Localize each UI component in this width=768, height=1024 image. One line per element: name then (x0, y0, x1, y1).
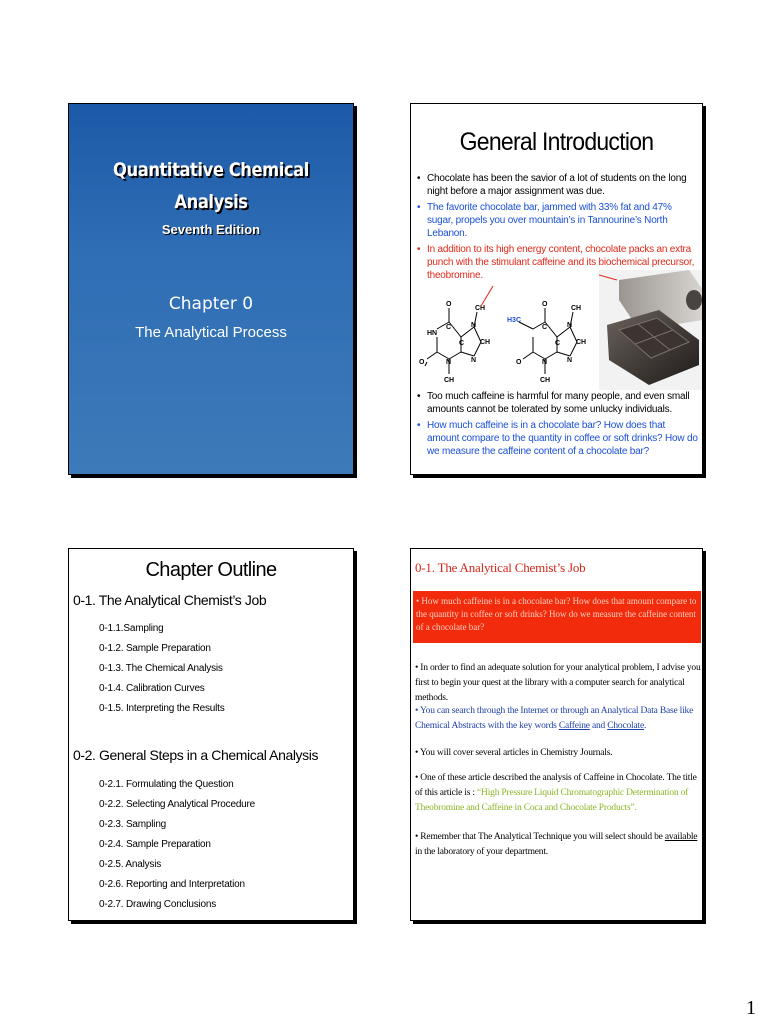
chocolate-image (599, 270, 703, 390)
paragraph-text: • Remember that The Analytical Technique you will select should be (415, 832, 665, 842)
outline-item: 0-1.1.Sampling (99, 623, 164, 634)
atom-label: C (555, 340, 561, 347)
outline-item: 0-1.5. Interpreting the Results (99, 703, 225, 714)
atom-label: CH (576, 339, 587, 346)
outline-item: 0-2.7. Drawing Conclusions (99, 899, 217, 910)
outline-item: 0-2.3. Sampling (99, 819, 167, 830)
bullet-item: • How much caffeine is in a chocolate bar? How does that amount compare to the quantity in coffee or soft drinks? How do we measure the caffeine content of a chocolate bar? (417, 419, 699, 458)
outline-item: 0-1.4. Calibration Curves (99, 683, 205, 694)
atom-label: N (567, 322, 573, 329)
bullet-list-bottom (417, 390, 699, 461)
outline-list (99, 775, 255, 915)
atom-label: CH (444, 377, 455, 384)
slide-heading: 0-1. The Analytical Chemist’s Job (415, 560, 586, 575)
atom-label: C (459, 340, 465, 347)
outline-list (99, 619, 225, 719)
outline-item: 0-2.2. Selecting Analytical Procedure (99, 799, 256, 810)
paragraph (415, 771, 701, 816)
section-heading: 0-2. General Steps in a Chemical Analysis (73, 747, 319, 763)
paragraph: • In order to find an adequate solution for your analytical problem, I advise you first to begin your quest at the library with a computer search for analytical methods. (415, 663, 701, 703)
slide-heading: General Introduction (459, 128, 654, 156)
atom-label: H3C (507, 317, 522, 324)
slide-title (68, 103, 354, 475)
bullet-item: • Chocolate has been the savior of a lot of students on the long night before a major assignment was due. (417, 172, 699, 198)
bullet-item: • Too much caffeine is harmful for many people, and even small amounts cannot be tolerated by some unlucky individuals. (417, 390, 699, 416)
paragraph-text: in the laboratory of your department. (415, 847, 548, 857)
bullet-item: • In addition to its high energy content, chocolate packs an extra punch with the stimulant caffeine and its biochemical precursor, theobromine. (417, 243, 699, 282)
atom-label: C (446, 324, 452, 331)
article-title: “High Pressure Liquid Chromatographic Determination of Theobromine and Caffeine in Coca and Chocolate Products”. (415, 788, 689, 813)
page-number: 1 (746, 997, 756, 1019)
chapter-number: Chapter 0 (168, 294, 254, 314)
atom-label: N (471, 357, 477, 364)
paragraph-text: . (643, 721, 647, 731)
keyword-chocolate: Chocolate (607, 721, 644, 731)
atom-label: O (542, 301, 548, 308)
atom-label: N (446, 359, 452, 366)
atom-label: N (471, 322, 477, 329)
arrow-pointer (481, 286, 493, 306)
paragraph-text: • One of these article described the analysis of Caffeine in Chocolate. The title of this article is : (415, 773, 697, 798)
bullet-list-top (417, 172, 699, 285)
edition: Seventh Edition (161, 222, 261, 237)
atom-label: CH (480, 339, 491, 346)
slide-heading: Chapter Outline (145, 559, 277, 581)
atom-label: N (567, 357, 573, 364)
atom-label: CH (540, 377, 551, 384)
outline-item: 0-2.1. Formulating the Question (99, 779, 234, 790)
outline-item: 0-1.2. Sample Preparation (99, 643, 211, 654)
paragraph (415, 830, 701, 860)
caffeine-theobromine-structures (419, 282, 619, 390)
atom-label: CH (475, 305, 486, 312)
section-heading: 0-1. The Analytical Chemist’s Job (73, 592, 267, 608)
outline-item: 0-2.5. Analysis (99, 859, 162, 870)
paragraph: • You will cover several articles in Chemistry Journals. (415, 748, 613, 758)
outline-item: 0-2.6. Reporting and Interpretation (99, 879, 245, 890)
paragraph (415, 704, 701, 734)
highlight-box: • How much caffeine is in a chocolate bar? How does that amount compare to the quantity in coffee or soft drinks? How do we measure the caffeine content of a chocolate bar? (413, 591, 701, 643)
book-title (89, 154, 333, 218)
atom-label: HN (427, 330, 438, 337)
atom-label: O (446, 301, 452, 308)
book-title-line2: Analysis (174, 191, 248, 213)
outline-item: 0-1.3. The Chemical Analysis (99, 663, 223, 674)
paragraph-text: • You can search through the Internet or through an Analytical Data Base like Chemical Abstracts with the key words (415, 706, 694, 731)
atom-label: C (542, 324, 548, 331)
slide-general-introduction (410, 103, 703, 475)
atom-label: O (419, 359, 425, 366)
emphasis-available: available (664, 832, 698, 842)
atom-label: CH (571, 305, 582, 312)
slide-chapter-outline (68, 548, 354, 921)
outline-item: 0-2.4. Sample Preparation (99, 839, 211, 850)
keyword-caffeine: Caffeine (558, 721, 590, 731)
atom-label: N (542, 359, 548, 366)
book-title-line1: Quantitative Chemical (113, 159, 309, 181)
paragraph-text: and (589, 721, 608, 731)
chapter-title: The Analytical Process (135, 324, 287, 341)
bullet-item: • The favorite chocolate bar, jammed with 33% fat and 47% sugar, propels you over mountain’s in Tannourine’s North Lebanon. (417, 201, 699, 240)
atom-label: O (516, 359, 522, 366)
slide-analytical-chemists-job (410, 548, 703, 921)
